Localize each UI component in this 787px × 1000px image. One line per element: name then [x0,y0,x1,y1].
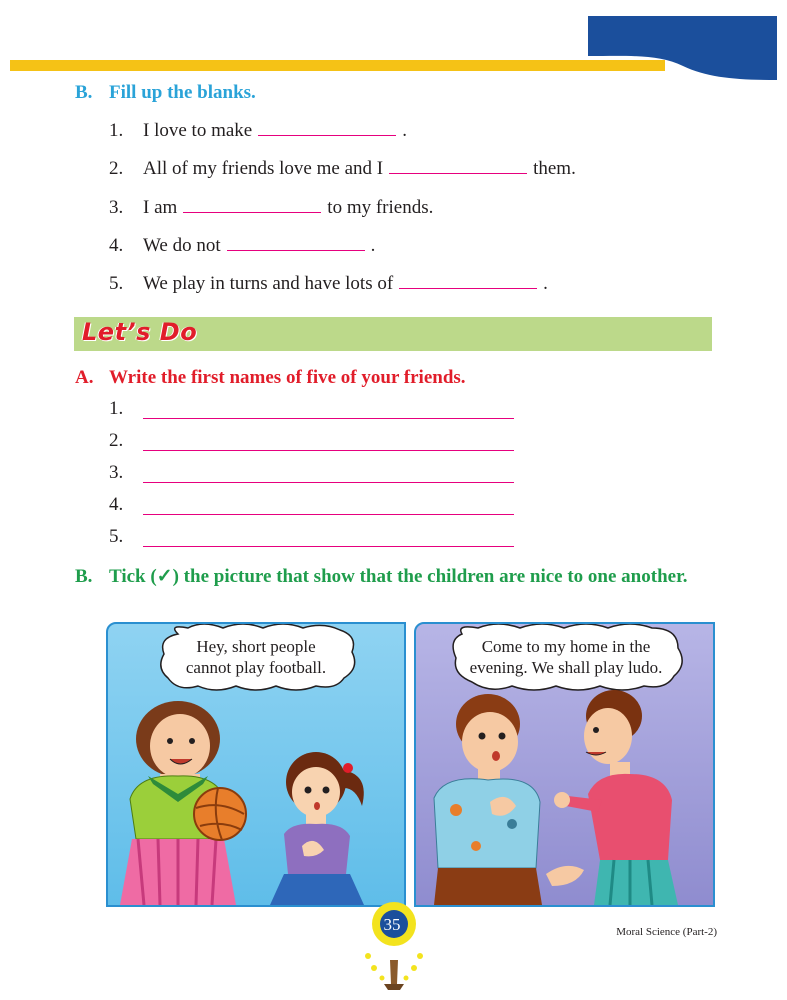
name-line-1[interactable] [109,398,143,420]
lets-do-banner [74,317,712,351]
line-number: 5. [109,526,124,547]
picture-panel-right[interactable] [414,622,715,907]
name-line-3[interactable] [109,462,143,484]
book-title: Moral Science (Part-2) [616,926,717,938]
girl-with-ball-figure [120,701,246,905]
blank-line[interactable] [399,274,537,289]
tick-picture-letter: B. [75,566,93,587]
fill-item-2 [109,158,576,180]
name-line-5[interactable] [109,526,143,548]
fill-blanks-title: Fill up the blanks. [109,82,256,103]
line-number: 1. [109,398,124,419]
item-text-before: All of my friends love me and I [143,158,384,179]
speech-line: Come to my home in the [481,637,651,656]
item-number: 1. [109,120,124,141]
lets-do-title: Let’s Do [82,318,198,346]
item-text-before: I love to make [143,120,253,141]
corner-blue-tab [588,16,777,80]
tick-picture-title: Tick (✓) the picture that show that the children are nice to one another. [109,566,688,587]
line-number: 4. [109,494,124,515]
answer-rule [143,482,514,483]
write-names-heading [75,367,466,389]
item-text-before: I am [143,197,178,218]
item-text-after: . [370,235,376,256]
speech-line: evening. We shall play ludo. [469,658,663,677]
item-text-after: . [543,273,548,294]
small-girl-figure [270,752,364,905]
item-text-before: We play in turns and have lots of [143,273,394,294]
fill-item-3 [109,197,433,219]
top-yellow-stripe [10,60,665,71]
fill-blanks-letter: B. [75,82,93,103]
name-line-2[interactable] [109,430,143,452]
item-text-after: to my friends. [327,197,434,218]
answer-rule [143,418,514,419]
item-number: 4. [109,235,124,256]
fill-blanks-heading [75,82,256,104]
item-text-after: . [402,120,407,141]
left-speech-text [168,636,344,678]
boy-right-figure [546,690,678,905]
right-speech-text [452,636,680,678]
name-line-4[interactable] [109,494,143,516]
picture-panel-left[interactable] [106,622,406,907]
item-text-before: We do not [143,235,221,256]
item-text-after: them. [533,158,576,179]
blank-line[interactable] [258,121,396,136]
item-number: 5. [109,273,124,294]
page-number: 35 [383,915,401,934]
blank-line[interactable] [183,198,321,213]
item-number: 2. [109,158,124,179]
line-number: 2. [109,430,124,451]
speech-line: cannot play football. [185,658,327,677]
answer-rule [143,450,514,451]
answer-rule [143,546,514,547]
speech-line: Hey, short people [196,637,316,656]
fill-item-5 [109,273,548,295]
item-number: 3. [109,197,124,218]
blank-line[interactable] [389,159,527,174]
line-number: 3. [109,462,124,483]
write-names-letter: A. [75,367,94,388]
blank-line[interactable] [227,236,365,251]
tick-picture-heading [75,565,715,588]
write-names-title: Write the first names of five of your friends. [109,367,466,388]
fill-item-4 [109,235,375,257]
boy-left-figure [434,694,542,905]
answer-rule [143,514,514,515]
fill-item-1 [109,120,407,142]
